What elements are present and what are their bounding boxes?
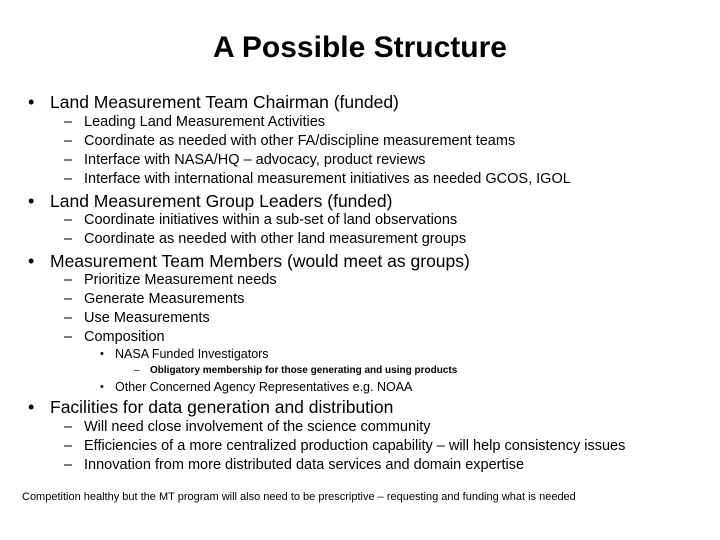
section-heading-team-members: Measurement Team Members (would meet as groups) [50,251,470,271]
dash-icon: – [64,212,73,228]
dash-icon: – [64,310,73,326]
list-item: Coordinate as needed with other land measurement groups [84,231,467,247]
section-heading-chairman: Land Measurement Team Chairman (funded) [50,92,399,112]
dash-icon: – [64,114,73,130]
bullet-icon: • [28,191,35,211]
bullet-icon: • [28,251,35,271]
dash-icon: – [64,438,73,454]
composition-subitem: Obligatory membership for those generating and using products [150,365,458,376]
dash-icon: – [64,231,73,247]
list-item: Coordinate initiatives within a sub-set of land observations [84,212,458,228]
dash-icon: – [64,152,73,168]
dash-icon: – [64,291,73,307]
list-item: Leading Land Measurement Activities [84,114,326,130]
list-item: Interface with NASA/HQ – advocacy, product reviews [84,152,426,168]
dash-icon: – [134,365,140,376]
dash-icon: – [64,457,73,473]
dash-icon: – [64,133,73,149]
dash-icon: – [64,272,73,288]
footer-note: Competition healthy but the MT program will also need to be prescriptive – requesting and funding what is needed [22,491,576,503]
section-heading-facilities: Facilities for data generation and distribution [50,397,394,417]
list-item: Interface with international measurement initiatives as needed GCOS, IGOL [84,171,571,187]
list-item: Coordinate as needed with other FA/discipline measurement teams [84,133,516,149]
bullet-icon: • [100,348,104,360]
list-item: Generate Measurements [84,291,245,307]
composition-item: Other Concerned Agency Representatives e.g. NOAA [115,380,413,394]
list-item: Use Measurements [84,310,210,326]
section-heading-group-leaders: Land Measurement Group Leaders (funded) [50,191,393,211]
bullet-icon: • [28,92,35,112]
list-item: Innovation from more distributed data services and domain expertise [84,457,525,473]
slide-title: A Possible Structure [213,31,507,64]
list-item: Efficiencies of a more centralized production capability – will help consistency issues [84,438,626,454]
list-item: Prioritize Measurement needs [84,272,277,288]
bullet-icon: • [28,397,35,417]
list-item: Will need close involvement of the science community [84,419,431,435]
list-item: Composition [84,329,165,345]
composition-item: NASA Funded Investigators [115,347,269,361]
dash-icon: – [64,171,73,187]
bullet-icon: • [100,381,104,393]
dash-icon: – [64,419,73,435]
dash-icon: – [64,329,73,345]
